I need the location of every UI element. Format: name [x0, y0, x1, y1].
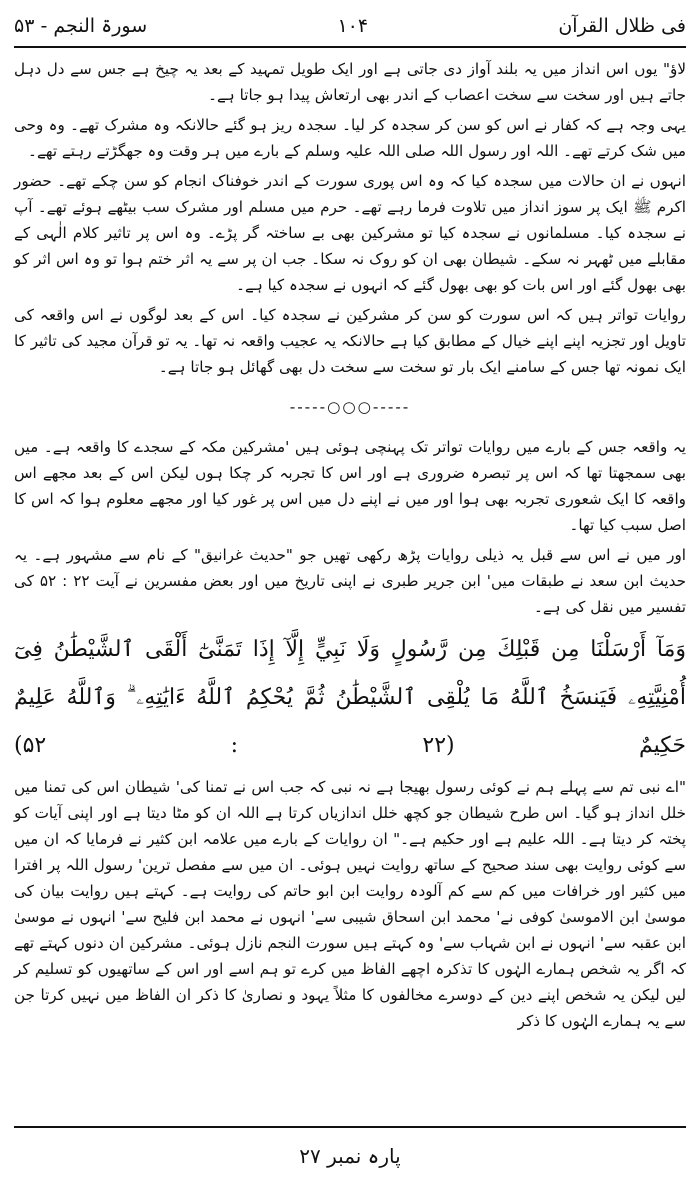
- paragraph: انہوں نے ان حالات میں سجدہ کیا کہ وہ اس پوری سورت کے اندر خوفناک انجام کو سن چکے تھے۔ حضور اکرم ﷺ ایک پر سوز انداز میں تلاوت فرما رہے تھے۔ حرم میں مسلم اور مشرک سب بیٹھے ہوئے تھے۔ آپ نے سجدہ کیا۔ مسلمانوں نے سجدہ کیا تو مشرکین بھی بے ساختہ گر پڑے۔ وہ اس پر تاثیر کلام الٰہی کے مقابلے میں ٹھہر نہ سکے۔ شیطان بھی ان کو روک نہ سکا۔ جب ان پر سے یہ اثر ختم ہوا تو وہ اس اثر کو بھی بھول گئے اور اس بات کو بھی بھول گئے کہ انہوں نے سجدہ کیا ہے۔: [14, 172, 686, 294]
- paragraph: یہی وجہ ہے کہ کفار نے اس کو سن کر سجدہ کر لیا۔ سجدہ ریز ہو گئے حالانکہ وہ مشرک تھے۔ وہ وحی میں شک کرتے تھے۔ اللہ اور رسول اللہ صلی اللہ علیہ وسلم کے بارے میں ہر وقت وہ جھگڑتے رہتے تھے۔: [14, 116, 686, 160]
- paragraph: لاؤ" یوں اس انداز میں یہ بلند آواز دی جاتی ہے اور ایک طویل تمہید کے بعد یہ چیخ ہے جس سے دل دہل جاتے ہیں اور سخت سے سخت اعصاب کے اندر بھی ارتعاش پیدا ہو جاتا ہے۔: [14, 60, 686, 104]
- header-rule: [14, 46, 686, 48]
- quran-verse: وَمَآ أَرْسَلْنَا مِن قَبْلِكَ مِن رَّسُولٍ وَلَا نَبِيٍّ إِلَّآ إِذَا تَمَنَّىٰٓ أَلْقَى ٱلشَّيْطَٰنُ فِىٓ أُمْنِيَّتِهِۦ فَيَنسَخُ ٱللَّهُ مَا يُلْقِى ٱلشَّيْطَٰنُ ثُمَّ يُحْكِمُ ٱللَّهُ ءَايَٰتِهِۦ ۗ وَٱللَّهُ عَلِيمٌ حَكِيمٌ (۲۲ : ۵۲): [14, 637, 686, 758]
- para-number: پارہ نمبر ۲۷: [299, 1144, 401, 1168]
- section-separator: -----○○○-----: [289, 398, 411, 416]
- document-page: [14, 6, 686, 1174]
- paragraph: یہ واقعہ جس کے بارے میں روایات تواتر تک پہنچی ہوئی ہیں 'مشرکین مکہ کے سجدے کا واقعہ ہے۔ میں بھی سمجھتا تھا کہ اس پر تبصرہ ضروری ہے اور اس کا تجربہ کر چکا ہوں لیکن اس کے بعد مجھے اس واقعہ کا ایک شعوری تجربہ بھی ہوا اور میں نے اپنے دل میں اس پر غور کیا اور مجھے معلوم ہوا کہ اس کا اصل سبب کیا تھا۔: [14, 438, 686, 534]
- page-body: [14, 56, 686, 1038]
- page-header: [14, 6, 686, 46]
- paragraph: "اے نبی تم سے پہلے ہم نے کوئی رسول بھیجا ہے نہ نبی کہ جب اس نے تمنا کی' شیطان اس کی تمنا میں خلل انداز ہو گیا۔ اس طرح شیطان جو کچھ خلل اندازیاں کرتا ہے اللہ ان کو مٹا دیتا ہے اور اپنی آیات کو پختہ کر دیتا ہے۔ اللہ علیم ہے اور حکیم ہے۔" ان روایات کے بارے میں علامہ ابن کثیر نے فرمایا کہ ان میں سے کوئی روایت بھی سند صحیح کے ساتھ روایت نہیں ہوئی۔ ان میں سے مفصل ترین' رسول اللہ پر افترا میں کثیر اور خرافات میں کم سے کم آلودہ روایت ابن ابو حاتم کی روایت ہے۔ کہتے ہیں روایت بیان کی موسیٰ ابن الاموسیٰ کوفی نے' محمد ابن اسحاق شیبی سے' انہوں نے محمد ابن فلیح سے' انہوں نے موسیٰ ابن عقبہ سے' انہوں نے ابن شہاب سے' وہ کہتے ہیں سورت النجم نازل ہوئی۔ مشرکین ان دنوں کہتے تھے کہ اگر یہ شخص ہمارے الہٰوں کا تذکرہ اچھے الفاظ میں کرے تو ہم اسے اور اس کے ساتھیوں کو تسلیم کر لیں لیکن یہ شخص اپنے دین کے دوسرے مخالفوں کا مثلاً یہود و نصاریٰ کا ذکر ان الفاظ میں نہیں کرتا جن سے یہ ہمارے الہٰوں کا ذکر: [14, 778, 686, 1030]
- page-number: ۱۰۴: [337, 15, 369, 37]
- book-title: فی ظلال القرآن: [558, 15, 686, 37]
- surah-label: سورۃ النجم - ۵۳: [14, 15, 148, 37]
- footer-rule: [14, 1126, 686, 1128]
- paragraph: اور میں نے اس سے قبل یہ ذیلی روایات پڑھ رکھی تھیں جو "حدیث غرانیق" کے نام سے مشہور ہے۔ یہ حدیث ابن سعد نے طبقات میں' ابن جریر طبری نے اپنی تاریخ میں اور بعض مفسرین نے آیت ۲۲ : ۵۲ کی تفسیر میں نقل کی ہے۔: [14, 546, 686, 616]
- paragraph: روایات تواتر ہیں کہ اس سورت کو سن کر مشرکین نے سجدہ کیا۔ اس کے بعد لوگوں نے اس واقعہ کی تاویل اور تجزیہ اپنے اپنے خیال کے مطابق کیا ہے حالانکہ یہ عجیب واقعہ نہ تھا۔ یہ تو قرآن مجید کی تاثیر کا ایک نمونہ تھا جس کے سامنے ایک بار تو سخت سے سخت دل بھی گھائل ہو جاتا ہے۔: [14, 306, 686, 376]
